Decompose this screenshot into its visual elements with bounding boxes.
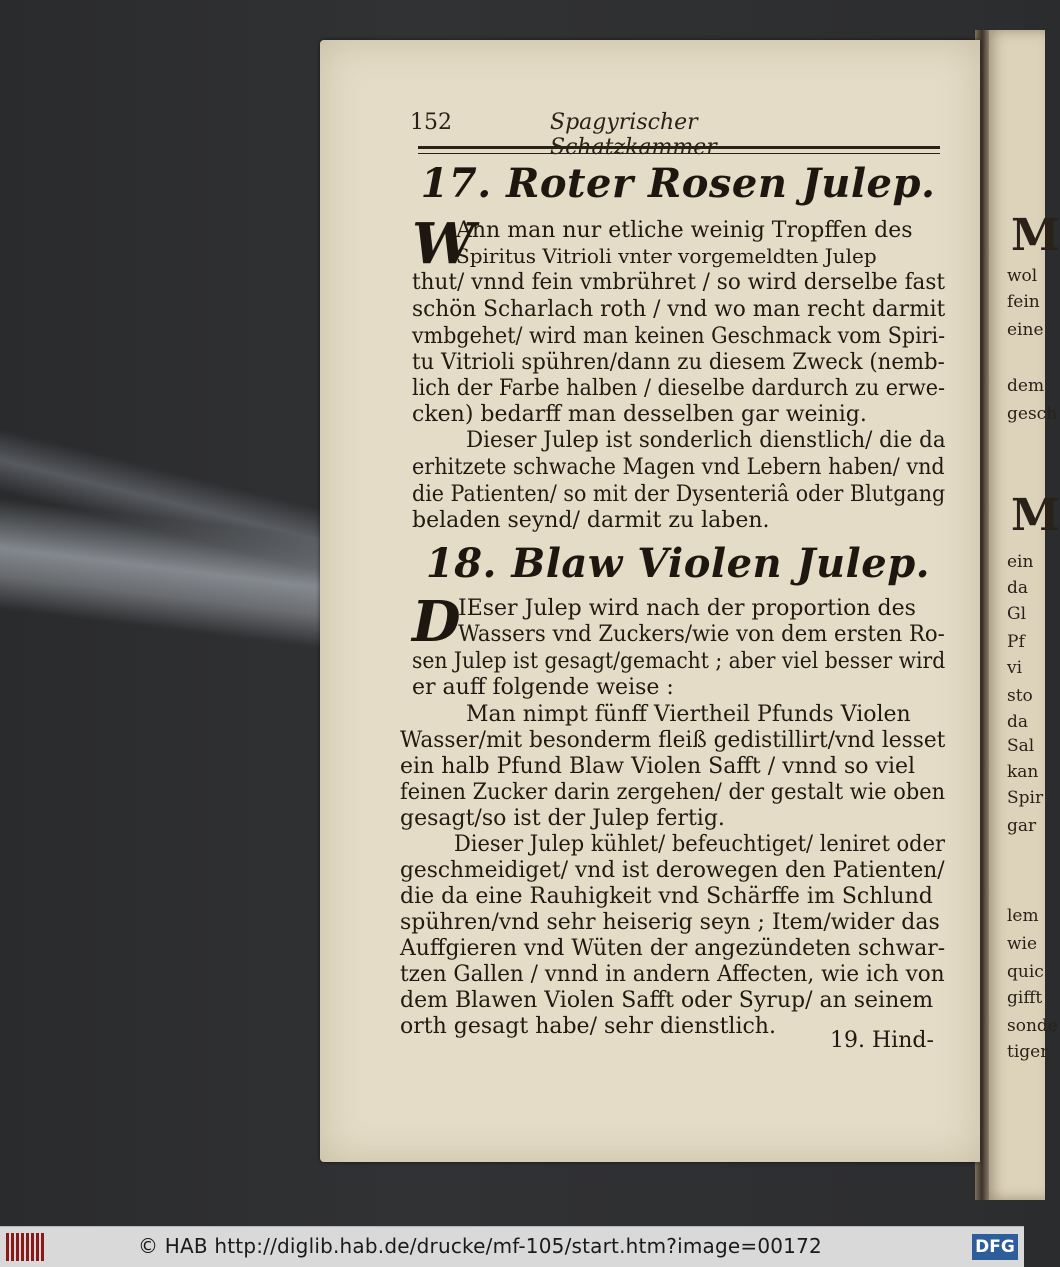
text-line: lich der Farbe halben / dieselbe dardurch zu erwe- — [412, 376, 945, 401]
running-head — [410, 110, 870, 160]
facing-fragment: sto — [1007, 686, 1033, 706]
text-line: er auff folgende weise : — [412, 675, 674, 700]
text-line: spühren/vnd sehr heiserig seyn ; Item/wider das — [400, 910, 940, 935]
facing-fragment: Gl — [1007, 604, 1027, 624]
text-line: die Patienten/ so mit der Dysenteriâ oder Blutgang — [412, 482, 946, 507]
section-18-heading — [408, 540, 948, 587]
drop-initial-w: W — [412, 211, 475, 277]
dfg-logo: DFG — [972, 1234, 1018, 1260]
section-17-heading — [408, 160, 948, 207]
text-line: cken) bedarff man desselben gar weinig. — [412, 402, 867, 427]
footer-credit-link[interactable]: © HAB http://diglib.hab.de/drucke/mf-105/start.htm?image=00172 — [138, 1234, 822, 1258]
text-line: sen Julep ist gesagt/gemacht ; aber viel besser wird — [412, 649, 946, 674]
section-18-heading-text: 18. Blaw Violen Julep. — [425, 540, 931, 587]
text-line: ein halb Pfund Blaw Violen Safft / vnnd so viel — [400, 754, 916, 779]
facing-fragment: dem — [1007, 376, 1045, 396]
facing-fragment: gar — [1007, 816, 1037, 836]
text-line: orth gesagt habe/ sehr dienstlich. — [400, 1014, 776, 1039]
facing-fragment: ein — [1007, 552, 1034, 572]
facing-fragment: Pf — [1007, 632, 1025, 652]
facing-fragment: gesch — [1007, 404, 1058, 424]
text-line: tu Vitrioli spühren/dann zu diesem Zweck (nemb- — [412, 350, 945, 375]
running-head-title: Spagyrischer Schatzkammer — [550, 110, 717, 160]
facing-fragment: kan — [1007, 762, 1039, 782]
text-line: Ann man nur etliche weinig Tropffen des — [456, 218, 913, 243]
section-17-heading-text: 17. Roter Rosen Julep. — [420, 160, 936, 207]
facing-fragment: tiger — [1007, 1042, 1049, 1062]
facing-page-edge — [985, 30, 1060, 1200]
facing-fragment: lem — [1007, 906, 1039, 926]
text-line: Man nimpt fünff Viertheil Pfunds Violen — [466, 702, 911, 727]
facing-fragment: sonde — [1007, 1016, 1058, 1036]
text-line: Wassers vnd Zuckers/wie von dem ersten Ro- — [458, 622, 945, 647]
text-line: schön Scharlach roth / vnd wo man recht darmit — [412, 297, 946, 322]
facing-fragment: Sal — [1007, 736, 1035, 756]
text-line: feinen Zucker darin zergehen/ der gestalt wie oben — [400, 780, 946, 805]
facing-fragment: vi — [1007, 658, 1023, 678]
drop-initial-d: D — [412, 589, 461, 655]
catchword: 19. Hind- — [830, 1028, 934, 1053]
facing-fragment: Spir — [1007, 788, 1044, 808]
text-line: Dieser Julep kühlet/ befeuchtiget/ leniret oder — [454, 832, 946, 857]
facing-fragment: fein — [1007, 292, 1040, 312]
facing-fragment: wie — [1007, 934, 1038, 954]
text-line: dem Blawen Violen Safft oder Syrup/ an seinem — [400, 988, 934, 1013]
facing-fragment: da — [1007, 712, 1029, 732]
text-line: tzen Gallen / vnnd in andern Affecten, wie ich von — [400, 962, 945, 987]
facing-initial: M — [1011, 210, 1060, 261]
text-line: erhitzete schwache Magen vnd Lebern haben/ vnd — [412, 455, 945, 480]
text-line: beladen seynd/ darmit zu laben. — [412, 508, 770, 533]
text-line: Dieser Julep ist sonderlich dienstlich/ die da — [466, 428, 946, 453]
facing-fragment: gifft — [1007, 988, 1043, 1008]
hab-logo-icon — [6, 1233, 48, 1261]
facing-fragment: da — [1007, 578, 1029, 598]
text-line: Auffgieren vnd Wüten der angezündeten schwar- — [400, 936, 946, 961]
header-rule — [418, 146, 940, 154]
text-line: vmbgehet/ wird man keinen Geschmack vom Spiri- — [412, 324, 946, 349]
text-line: geschmeidiget/ vnd ist derowegen den Patienten/ — [400, 858, 945, 883]
text-line: IEser Julep wird nach der proportion des — [458, 596, 916, 621]
text-line: gesagt/so ist der Julep fertig. — [400, 806, 725, 831]
facing-fragment: wol — [1007, 266, 1038, 286]
facing-fragment: quic — [1007, 962, 1044, 982]
text-line: Spiritus Vitrioli vnter vorgemeldten Julep — [456, 244, 877, 268]
footer-bar — [0, 1226, 1024, 1267]
text-line: die da eine Rauhigkeit vnd Schärffe im Schlund — [400, 884, 933, 909]
text-line: thut/ vnnd fein vmbrühret / so wird derselbe fast — [412, 270, 946, 295]
facing-initial: M — [1011, 490, 1060, 541]
text-line: Wasser/mit besonderm fleiß gedistillirt/vnd lesset — [400, 728, 946, 753]
facing-fragment: eine — [1007, 320, 1044, 340]
page-number: 152 — [410, 110, 452, 135]
